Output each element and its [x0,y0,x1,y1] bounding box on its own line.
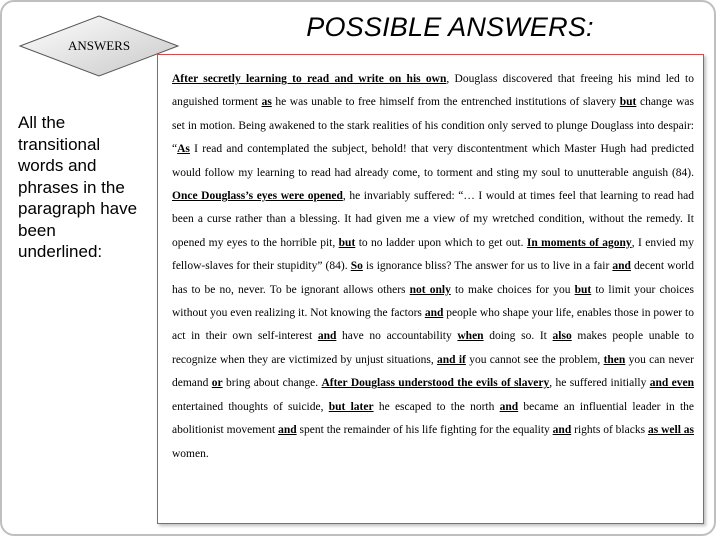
underlined-transition: not only [409,283,451,296]
underlined-transition: and even [649,377,695,390]
underlined-transition: and [499,400,519,413]
passage-segment: spent the remainder of his life fighting for the equality [296,424,553,437]
passage-segment: became an influential leader in the abolitionist movement [172,400,694,437]
underlined-transition: or [211,377,223,390]
underlined-transition: After Douglass understood the evils of slavery [321,377,550,390]
passage-segment: he escaped to the north [373,400,500,413]
passage-segment: you can never demand [172,353,694,390]
passage-segment: is ignorance bliss? The answer for us to live in a fair [362,260,613,273]
passage-segment: people who shape your life, enables those in power to act in their own self-interest [172,307,695,343]
underlined-transition: So [350,260,363,273]
answers-label: ANSWERS [67,38,131,53]
underlined-transition: and if [437,353,466,366]
underlined-transition: and [278,424,297,437]
underlined-transition: but [338,236,356,249]
passage-segment: , he invariably suffered: “… I would at times feel that learning to read had been a curse rather than a blessing. It had given me a view of my wretched condition, without the remedy. It opened my eyes to the horrible pit, [172,190,695,249]
passage-segment: , he suffered initially [549,377,650,390]
passage-segment: , Douglass discovered that freeing his mind led to anguished torment [172,73,694,109]
underlined-transition: Once Douglass’s eyes were opened [172,190,343,203]
underlined-transition: and [317,330,337,343]
underlined-transition: As [177,143,190,156]
passage-segment: change was set in motion. Being awakened to the stark realities of his condition only served to plunge Douglass into despair: “ [172,96,694,156]
underlined-transition: when [457,330,484,343]
underlined-transition: and [612,260,631,273]
passage-segment: , I envied my fellow-slaves for their stupidity” (84). [172,236,694,273]
passage-segment: doing so. It [483,330,553,343]
underlined-transition: and [552,424,572,437]
passage-segment: rights of blacks [571,424,648,437]
underlined-transition: but [574,283,592,296]
underlined-transition: In moments of agony [526,236,632,249]
underlined-transition: but [619,96,637,109]
passage-segment: to make choices for you [450,283,575,296]
underlined-transition: and [424,307,444,320]
passage-segment: he was unable to free himself from the entrenched institutions of slavery [271,96,620,109]
page-title: POSSIBLE ANSWERS: [306,12,594,42]
underlined-transition: but later [328,400,374,413]
passage-segment: decent world has to be no, never. To be ignorant allows others [172,260,694,296]
passage-segment: have no accountability [336,330,458,343]
passage-segment: makes people unable to recognize when they are victimized by unjust situations, [172,330,694,366]
underlined-transition: then [603,353,626,366]
underlined-transition: After secretly learning to read and write on his own [172,73,447,85]
underlined-transition: as [261,96,272,109]
passage-text [172,68,694,466]
underlined-transition: also [552,330,572,343]
passage-segment: entertained thoughts of suicide, [172,400,329,413]
passage-segment: women. [172,447,209,460]
passage-segment: to no ladder upon which to get out. [355,236,527,249]
passage-segment: bring about change. [222,377,322,390]
passage-segment: I read and contemplated the subject, behold! that very discontentment which Master Hugh had predicted would follow my learning to read had already come, to torment and sting my soul to unutterable anguish (84). [172,143,694,179]
passage-segment: to limit your choices without you even realizing it. Not knowing the factors [172,283,694,320]
passage-segment: you cannot see the problem, [465,353,604,366]
underlined-transition: as well as [647,424,695,437]
sidebar-note: All the transitional words and phrases in the paragraph have been underlined: [18,113,138,261]
